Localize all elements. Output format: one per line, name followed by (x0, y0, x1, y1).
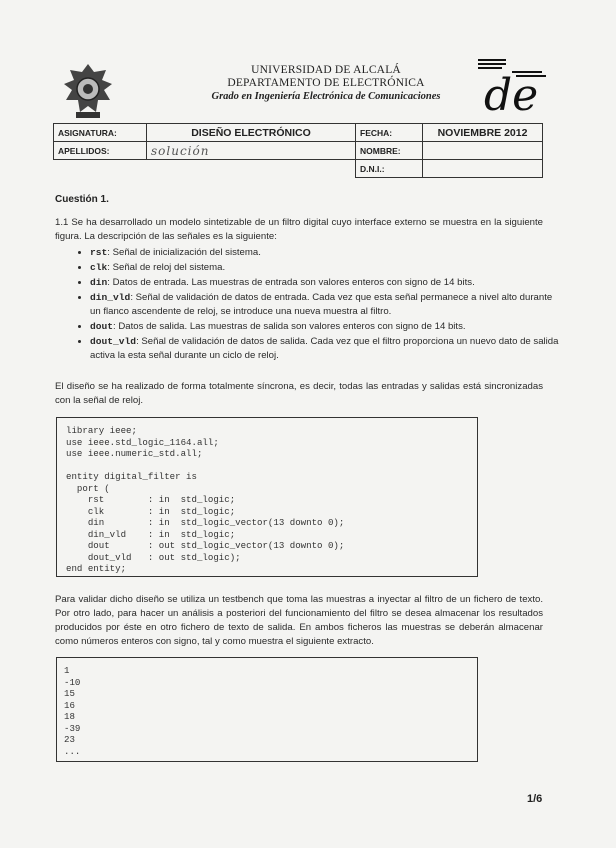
name-value (423, 142, 543, 160)
question-title: Cuestión 1. (55, 194, 109, 205)
signal-desc: : Señal de validación de datos de entrada. Cada vez que esta señal permanece a nivel alto durante un flanco ascendente de reloj, se introduce una nueva muestra al filtro. (90, 292, 553, 317)
subject-value: DISEÑO ELECTRÓNICO (147, 124, 356, 142)
code-line: entity digital_filter is (66, 471, 197, 482)
list-item (90, 261, 560, 275)
university-header (196, 64, 456, 103)
list-item (90, 246, 560, 260)
list-item (90, 291, 560, 319)
surname-label: APELLIDOS: (54, 142, 147, 160)
signal-name: dout (90, 321, 114, 332)
question-intro: 1.1 Se ha desarrollado un modelo sintetizable de un filtro digital cuyo interface externo se muestra en la siguiente figura. La descripción de las señales es la siguiente: (55, 217, 543, 242)
signal-name: din_vld (90, 292, 131, 303)
code-line: din : in std_logic_vector(13 downto 0); (66, 517, 345, 528)
code-line: din_vld : in std_logic; (66, 528, 236, 540)
name-label: NOMBRE: (356, 142, 423, 160)
sample-line: 15 (64, 688, 75, 699)
dni-value (423, 160, 543, 178)
surname-handwritten: solución (147, 142, 356, 160)
list-item (90, 276, 560, 290)
code-line: clk : in std_logic; (66, 505, 236, 517)
code-line: dout : out std_logic_vector(13 downto 0); (66, 540, 345, 551)
sample-line: 16 (64, 699, 75, 711)
empty-cell (147, 160, 356, 178)
signal-desc: : Señal de inicialización del sistema. (107, 247, 261, 258)
code-line: port ( (66, 482, 110, 494)
signal-list (72, 246, 560, 364)
sample-line: 18 (64, 711, 75, 722)
sample-line: 23 (64, 734, 75, 745)
signal-desc: : Datos de salida. Las muestras de salida son valores enteros con signo de 14 bits. (113, 321, 466, 332)
subject-label: ASIGNATURA: (54, 124, 147, 142)
vhdl-code (57, 418, 477, 575)
signal-desc: : Datos de entrada. Las muestras de entrada son valores enteros con signo de 14 bits. (107, 277, 475, 288)
signal-desc: : Señal de reloj del sistema. (107, 262, 226, 273)
department-name: DEPARTAMENTO DE ELECTRÓNICA (227, 77, 425, 89)
sample-line: -39 (64, 722, 81, 734)
signal-name: dout_vld (90, 336, 137, 347)
code-line: use ieee.numeric_std.all; (66, 448, 203, 459)
sample-file-box (56, 657, 478, 762)
university-crest-icon (62, 62, 114, 120)
dni-label: D.N.I.: (356, 160, 423, 178)
degree-name: Grado en Ingeniería Electrónica de Comunicaciones (211, 91, 441, 102)
code-line: library ieee; (66, 425, 137, 436)
sample-line: ... (64, 745, 81, 757)
code-line: end entity; (66, 563, 127, 574)
department-logo-icon (472, 56, 552, 116)
code-line: rst : in std_logic; (66, 494, 236, 505)
code-line: dout_vld : out std_logic); (66, 551, 241, 563)
signal-name: din (90, 277, 108, 288)
sample-line: 1 (64, 665, 70, 676)
signal-desc: : Señal de validación de datos de salida. Cada vez que el filtro proporciona un nuevo dato de salida activa la esta señal durante un ciclo de reloj. (90, 336, 559, 361)
date-value: NOVIEMBRE 2012 (423, 124, 543, 142)
exam-header-table (53, 123, 543, 178)
university-name: UNIVERSIDAD DE ALCALÁ (251, 64, 401, 76)
empty-cell (54, 160, 147, 178)
logo-letters: de (484, 70, 539, 116)
sync-paragraph: El diseño se ha realizado de forma totalmente síncrona, es decir, todas las entradas y salidas está sincronizadas con la señal de reloj. (55, 381, 543, 406)
signal-name: clk (90, 262, 108, 273)
code-line: use ieee.std_logic_1164.all; (66, 436, 219, 448)
date-label: FECHA: (356, 124, 423, 142)
testbench-paragraph: Para validar dicho diseño se utiliza un testbench que toma las muestras a inyectar al filtro de un fichero de texto. Por otro lado, para hacer un análisis a posteriori del funcionamiento del filtro se desea almacenar los resultados producidos por éste en otro fichero de texto de salida. En ambos ficheros las muestras se deberán almacenar como números enteros con signo, tal y como muestra el siguiente extracto. (55, 594, 543, 647)
list-item (90, 335, 560, 363)
vhdl-code-box (56, 417, 478, 577)
page-number: 1/6 (527, 793, 543, 805)
list-item (90, 320, 560, 334)
signal-name: rst (90, 247, 108, 258)
sample-line: -10 (64, 676, 81, 688)
